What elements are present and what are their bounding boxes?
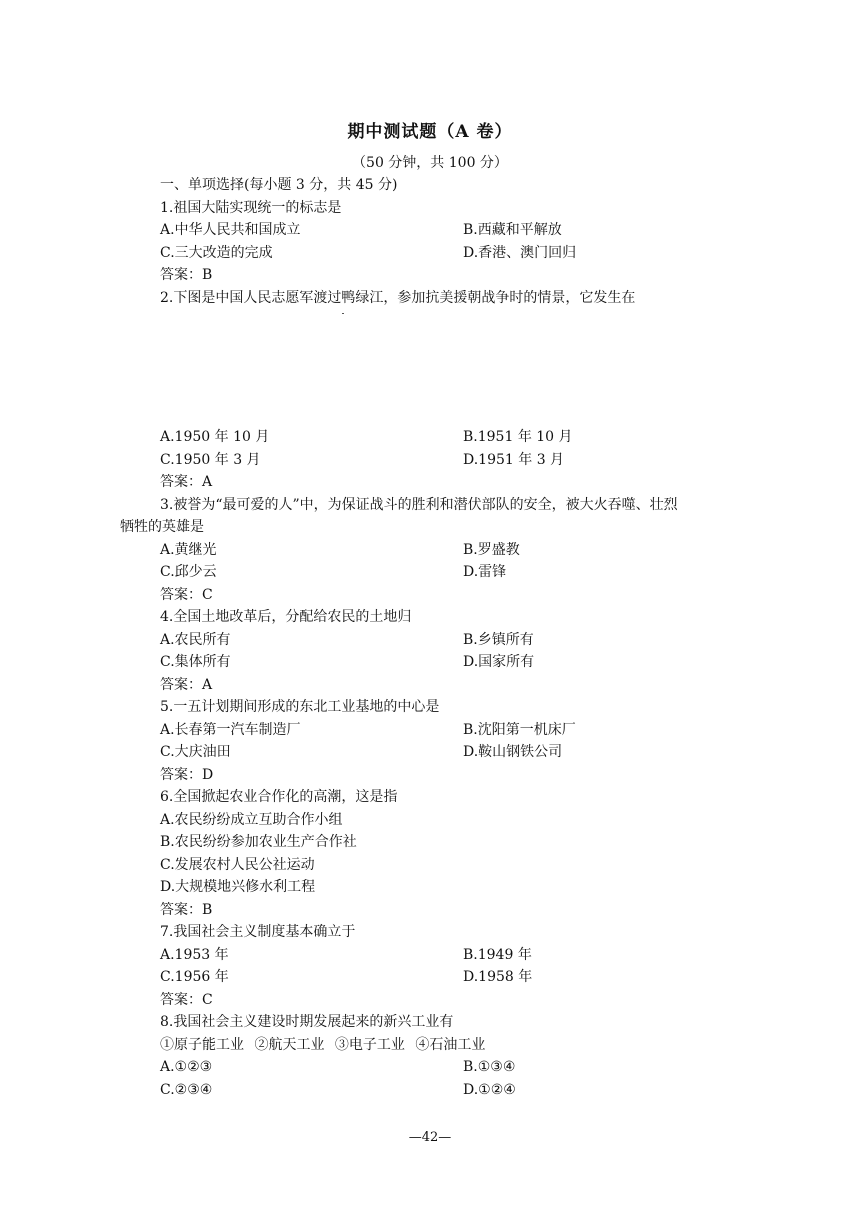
option: C.大庆油田 (160, 744, 231, 760)
question-stem: 8.我国社会主义建设时期发展起来的新兴工业有 (160, 1014, 454, 1030)
option-row (160, 944, 740, 967)
option: C.1956 年 (160, 969, 229, 985)
answer: 答案：C (160, 991, 213, 1008)
question-stem: 5.一五计划期间形成的东北工业基地的中心是 (160, 699, 440, 715)
option: A.1953 年 (160, 946, 229, 963)
option: D.鞍山钢铁公司 (463, 744, 563, 760)
option-row (160, 242, 740, 265)
option: B.①③④ (463, 1059, 516, 1075)
answer: 答案：C (160, 586, 213, 603)
option-row (160, 539, 740, 562)
question-stem: 7.我国社会主义制度基本确立于 (160, 924, 356, 940)
option: C.1950 年 3 月 (160, 451, 261, 468)
option-row (160, 629, 740, 652)
question-stem: 6.全国掀起农业合作化的高潮，这是指 (160, 789, 398, 805)
option: A.黄继光 (160, 541, 217, 558)
option: A.农民所有 (160, 631, 231, 648)
option: B.西藏和平解放 (463, 222, 562, 238)
option: B.1949 年 (463, 946, 532, 963)
option: C.②③④ (160, 1081, 213, 1098)
option: B.罗盛教 (463, 541, 520, 558)
question-items: ①原子能工业 ②航天工业 ③电子工业 ④石油工业 (160, 1036, 486, 1053)
option: B.乡镇所有 (463, 631, 534, 648)
option: B.农民纷纷参加农业生产合作社 (160, 834, 357, 850)
option: C.发展农村人民公社运动 (160, 856, 315, 873)
question-stem: 2.下图是中国人民志愿军渡过鸭绿江，参加抗美援朝战争时的情景，它发生在 (160, 289, 636, 306)
option-row (160, 219, 740, 242)
page-title: 期中测试题（A 卷） (347, 122, 513, 142)
option: B.1951 年 10 月 (463, 429, 573, 445)
figure-mark (342, 313, 344, 314)
option: A.农民纷纷成立互助合作小组 (160, 811, 343, 828)
option-row (160, 966, 740, 989)
option: D.①②④ (463, 1081, 516, 1098)
answer: 答案：B (160, 267, 213, 283)
question-stem: 4.全国土地改革后，分配给农民的土地归 (160, 609, 412, 625)
option: A.①②③ (160, 1059, 213, 1075)
answer: 答案：D (160, 766, 214, 783)
option-row (160, 741, 740, 764)
page-subtitle: （50 分钟，共 100 分） (352, 155, 508, 171)
option-row (160, 426, 740, 449)
option: A.中华人民共和国成立 (160, 222, 301, 238)
question-stem: 1.祖国大陆实现统一的标志是 (160, 199, 342, 216)
option: A.1950 年 10 月 (160, 429, 270, 445)
figure-placeholder (160, 309, 740, 426)
option: D.雷锋 (463, 564, 507, 580)
question-stem-continued: 牺牲的英雄是 (120, 519, 204, 535)
page-number: —42— (408, 1130, 452, 1145)
option: C.集体所有 (160, 654, 231, 670)
option-row (160, 719, 740, 742)
option: B.沈阳第一机床厂 (463, 721, 576, 738)
option: D.1951 年 3 月 (463, 451, 565, 468)
option-row (160, 449, 740, 472)
option: D.1958 年 (463, 969, 533, 985)
answer: 答案：A (160, 676, 213, 693)
option-row (160, 1056, 740, 1079)
section-heading: 一、单项选择(每小题 3 分，共 45 分) (160, 177, 398, 193)
option: A.长春第一汽车制造厂 (160, 721, 301, 738)
option-row (160, 1079, 740, 1102)
question-stem: 3.被誉为“最可爱的人”中，为保证战斗的胜利和潜伏部队的安全，被大火吞噬、壮烈 (160, 496, 678, 513)
option: D.大规模地兴修水利工程 (160, 879, 316, 895)
answer: 答案：B (160, 901, 213, 918)
option-row (160, 651, 740, 674)
option: C.邱少云 (160, 564, 217, 580)
answer: 答案：A (160, 474, 213, 490)
option-row (160, 561, 740, 584)
option: C.三大改造的完成 (160, 244, 273, 261)
option: D.香港、澳门回归 (463, 244, 577, 261)
option: D.国家所有 (463, 654, 535, 670)
question-list (120, 174, 740, 1101)
